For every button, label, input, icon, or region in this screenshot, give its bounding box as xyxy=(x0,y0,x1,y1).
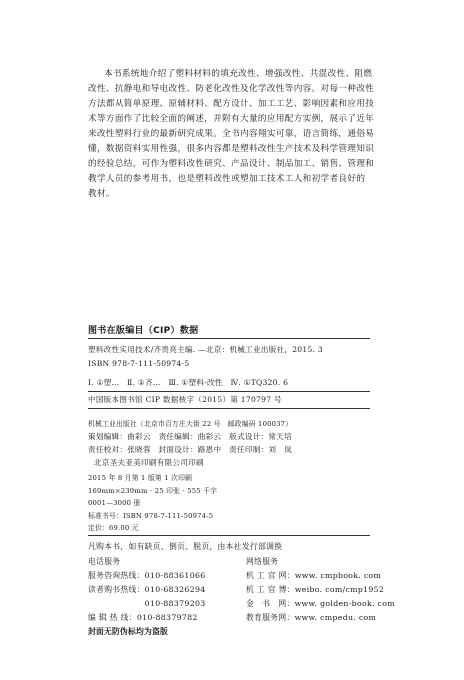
phone-row: 读者购书热线：010-68326294 xyxy=(88,585,206,594)
phone-row: 编 辑 热 线：010-88379782 xyxy=(88,613,198,622)
summary-line: 教学人员的参考用书，也是塑料改性或塑加工技术工人和初学者良好的 xyxy=(88,174,366,184)
cip-citation: 塑料改性实用技术/齐贵亮主编. —北京：机械工业出版社，2015. 3 xyxy=(88,345,323,354)
summary-line: 来改性塑料行业的最新研究成果。全书内容翔实可靠，语言简练，通俗易 xyxy=(88,129,375,139)
summary-line: 方法都从简单原理、原辅材料、配方设计、加工工艺、影响因素和应用技 xyxy=(88,99,375,109)
cip-isbn: ISBN 978-7-111-50974-5 xyxy=(88,359,190,368)
phone-row: 服务咨询热线：010-88361066 xyxy=(88,571,206,580)
cip-divider xyxy=(88,408,370,409)
proofreader-credits: 责任校对：张晓蓉 封面设计：路恩中 责任印制：刘 岚 xyxy=(88,445,292,454)
replacement-notice: 凡购本书，如有缺页、倒页、脱页，由本社发行部调换 xyxy=(88,542,283,551)
section-divider xyxy=(88,535,370,536)
phone-service-heading: 电话服务 xyxy=(88,557,121,566)
summary-line: 教材。 xyxy=(88,189,115,199)
cip-heading: 图书在版编目（CIP）数据 xyxy=(88,326,199,336)
printer-name: 北京圣夫亚美印刷有限公司印刷 xyxy=(94,458,204,467)
network-service-heading: 网络服务 xyxy=(246,557,279,566)
cip-classification: Ⅰ. ①塑… Ⅱ. ①齐… Ⅲ. ①塑料-改性 Ⅳ. ①TQ320. 6 xyxy=(88,378,289,387)
summary-line: 懂，数据资料实用性强，很多内容都是塑料改性生产技术及科学管理知识 xyxy=(88,144,375,154)
summary-line: 术等方面作了比较全面的阐述，并附有大量的应用配方实例，展示了近年 xyxy=(88,114,375,124)
network-row: 机 工 官 网：www. cmpbook. com xyxy=(246,571,382,580)
cip-divider xyxy=(88,391,370,392)
standard-number: 标准书号：ISBN 978-7-111-50974-5 xyxy=(88,512,214,520)
phone-row: 010-88379203 xyxy=(88,599,206,608)
summary-line: 本书系统地介绍了塑料材料的填充改性、增强改性、共混改性、阻燃 xyxy=(104,69,373,79)
price: 定价：69.00 元 xyxy=(88,524,139,532)
summary-line: 改性、抗静电和导电改性、防老化改性及化学改性等内容。对每一种改性 xyxy=(88,84,375,94)
cip-record: 中国版本图书馆 CIP 数据核字（2015）第 170797 号 xyxy=(88,395,282,404)
publisher-name: 机械工业出版社（北京市百万庄大街 22 号 邮政编码 100037） xyxy=(88,420,293,428)
edition-format: 169mm×239mm · 25 印张 · 555 千字 xyxy=(88,487,218,495)
anti-counterfeit-notice: 封面无防伪标均为盗版 xyxy=(88,627,168,636)
network-row: 机 工 官 博：weibo. com/cmp1952 xyxy=(246,585,385,594)
edition-date: 2015 年 8 月第 1 版第 1 次印刷 xyxy=(88,474,193,482)
cip-divider xyxy=(88,338,370,339)
print-run: 0001—3000 册 xyxy=(88,499,141,507)
network-row: 金 书 网：www. golden-book. com xyxy=(246,599,395,608)
network-row: 教育服务网：www. cmpedu. com xyxy=(246,613,377,622)
editor-credits: 策划编辑：曲彩云 责任编辑：曲彩云 版式设计：常天培 xyxy=(88,432,292,441)
summary-line: 的经验总结，可作为塑料改性研究、产品设计、制品加工、销售、管理和 xyxy=(88,159,375,169)
